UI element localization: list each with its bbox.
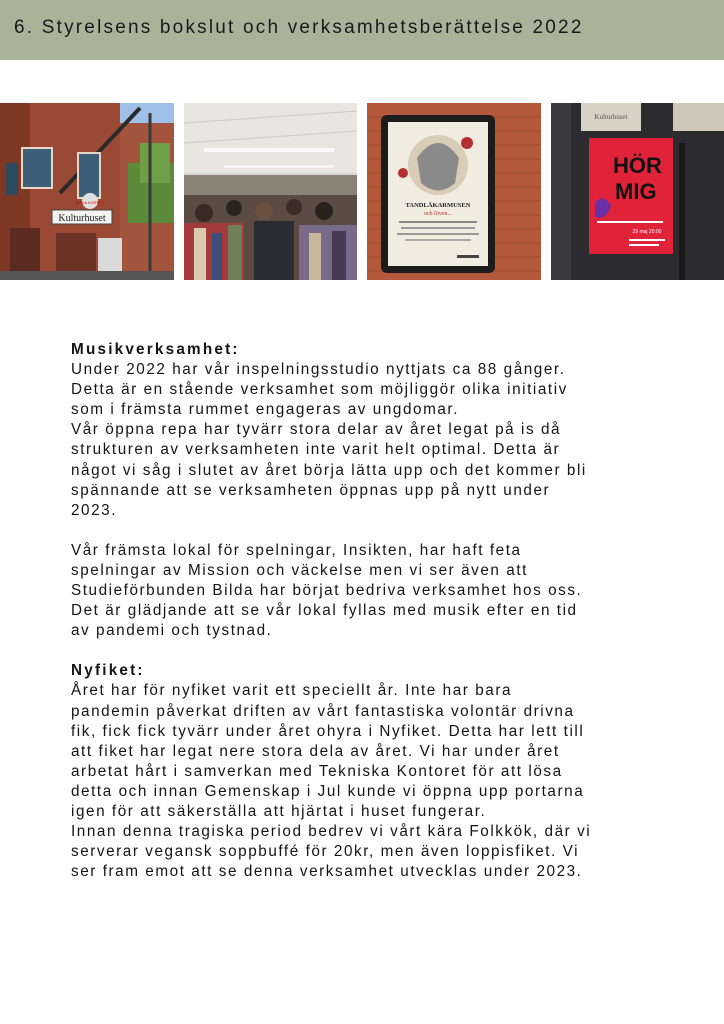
text-line: något vi såg i slutet av året börja lätta upp och det kommer bli	[71, 461, 587, 479]
text-line: spännande att se verksamheten öppnas upp på nytt under	[71, 481, 551, 499]
text-line: Detta är en stående verksamhet som möjliggör olika initiativ	[71, 381, 568, 399]
red-cross-badge: RÖDA KORSET	[75, 200, 105, 205]
text-line: strukturen av verksamheten inte varit helt optimal. Detta är	[71, 441, 561, 459]
text-line: pandemin påverkat driften av vårt fantastiska volontär drivna	[71, 702, 575, 720]
text-line: detta och innan Gemenskap i Jul kunde vi öppna upp portarna	[71, 782, 585, 800]
text-line: Året har för nyfiket varit ett speciellt år. Inte har bara	[71, 682, 513, 700]
text-line: Det är glädjande att se vår lokal fyllas med musik efter en tid	[71, 602, 578, 620]
text-line: 2023.	[71, 501, 118, 519]
section-heading-nyfiket: Nyfiket:	[71, 662, 145, 680]
photo-strip	[0, 103, 724, 280]
text-line: att fiket har legat nere stora dela av året. Vi har under året	[71, 742, 560, 760]
photo-flea-market	[184, 103, 357, 280]
text-line: Studieförbunden Bilda har börjat bedriva verksamhet hos oss.	[71, 582, 583, 600]
text-line: av pandemi och tystnad.	[71, 622, 273, 640]
poster-title: TANDLÄKARMUSEN	[405, 202, 471, 209]
top-notice-card: Kulturhuset	[594, 113, 628, 121]
poster-subtitle: och löven...	[424, 211, 452, 217]
page-header	[0, 0, 724, 60]
photo-tandlakarmusen-poster	[367, 103, 541, 280]
text-line: serverar vegansk soppbuffé för 20kr, men även loppisfiket. Vi	[71, 843, 580, 861]
text-line: Innan denna tragiska period bedrev vi vårt kära Folkkök, där vi	[71, 823, 592, 841]
poster-word-hor: HÖR	[613, 153, 662, 178]
text-line: ser fram emot att se denna verksamhet utvecklas under 2023.	[71, 863, 583, 881]
text-line: som i främsta rummet engageras av ungdomar.	[71, 401, 460, 419]
page-title: 6. Styrelsens bokslut och verksamhetsberättelse 2022	[14, 17, 584, 38]
text-line: igen för att säkerställa att hjärtat i huset fungerar.	[71, 802, 487, 820]
text-line: spelningar av Mission och väckelse men vi ser även att	[71, 561, 528, 579]
kulturhuset-sign: Kulturhuset	[58, 213, 106, 224]
poster-date: 29 maj 20:00	[632, 229, 662, 235]
main-text	[71, 340, 671, 882]
text-line: arbetat hårt i samverkan med Tekniska Kontoret för att lösa	[71, 762, 563, 780]
photo-kulturhuset-building	[0, 103, 174, 280]
photo-hor-mig-poster	[551, 103, 724, 280]
text-line: Under 2022 har vår inspelningsstudio nyttjats ca 88 gånger.	[71, 361, 566, 379]
poster-word-mig: MIG	[615, 179, 657, 204]
text-line: Vår främsta lokal för spelningar, Insikten, har haft feta	[71, 541, 522, 559]
section-heading-musik: Musikverksamhet:	[71, 341, 240, 358]
text-line: Vår öppna repa har tyvärr stora delar av året legat på is då	[71, 421, 562, 439]
text-line: fik, fick fick tyvärr under året ohyra i Nyfiket. Detta har lett till	[71, 722, 585, 740]
